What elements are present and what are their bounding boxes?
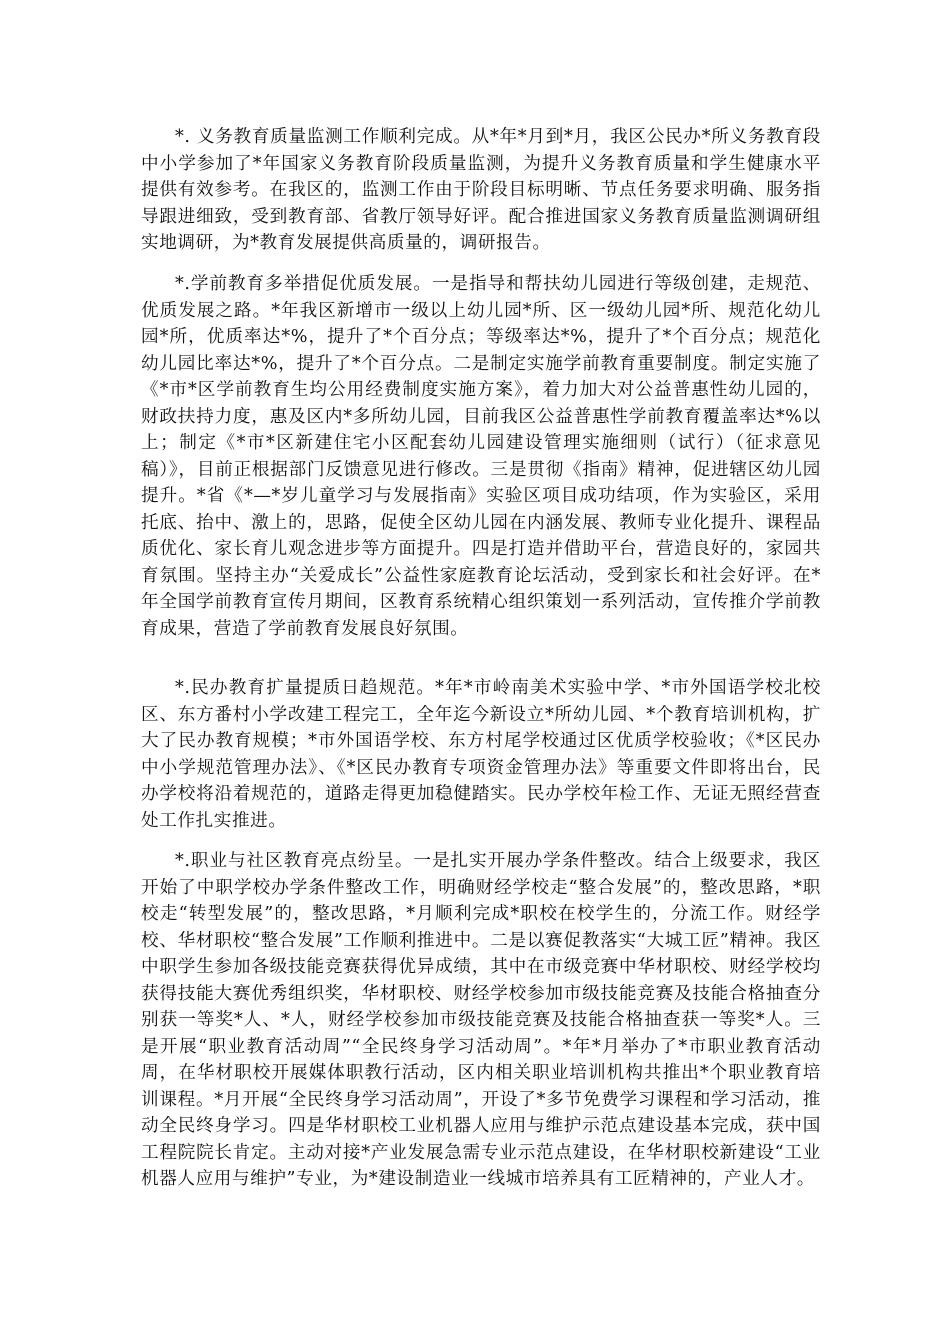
paragraph-vocational-education: *.职业与社区教育亮点纷呈。一是扎实开展办学条件整改。结合上级要求，我区开始了中职学校办学条件整改工作，明确财经学校走“整合发展”的，整改思路，*职校走“转型发展”的，整改思路，*月顺利完成*职校在校学生的，分流工作。财经学校、华材职校“整合发展”工作顺利推进中。二是以赛促教落实“大城工匠”精神。我区中职学生参加各级技能竞赛获得优异成绩，其中在市级竞赛中华材职校、财经学校均获得技能大赛优秀组织奖，华材职校、财经学校参加市级技能竞赛及技能合格抽查分别获一等奖*人、*人，财经学校参加市级技能竞赛及技能合格抽查获一等奖*人。三是开展“职业教育活动周”“全民终身学习活动周”。*年*月举办了*市职业教育活动周，在华材职校开展媒体职教行活动，区内相关职业培训机构共推出*个职业教育培训课程。*月开展“全民终身学习活动周”，开设了*多节免费学习课程和学习活动，推动全民终身学习。四是华材职校工业机器人应用与维护示范点建设基本完成，获中国工程院院长肯定。主动对接*产业发展急需专业示范点建设，在华材职校新建设“工业机器人应用与维护”专业，为*建设制造业一线城市培养具有工匠精神的，产业人才。	[141, 851, 821, 1189]
paragraph-compulsory-education: *. 义务教育质量监测工作顺利完成。从*年*月到*月，我区公民办*所义务教育段中小学参加了*年国家义务教育阶段质量监测，为提升义务教育质量和学生健康水平提供有效参考。在我区的，监测工作由于阶段目标明晰、节点任务要求明确、服务指导跟进细致，受到教育部、省教厅领导好评。配合推进国家义务教育质量监测调研组实地调研，为*教育发展提供高质量的，调研报告。	[141, 127, 821, 253]
paragraph-private-education: *.民办教育扩量提质日趋规范。*年*市岭南美术实验中学、*市外国语学校北校区、东方番村小学改建工程完工，全年迄今新设立*所幼儿园、*个教育培训机构，扩大了民办教育规模；*市外国语学校、东方村尾学校通过区优质学校验收；《*区民办中小学规范管理办法》、《*区民办教育专项资金管理办法》等重要文件即将出台，民办学校将沿着规范的，道路走得更加稳健踏实。民办学校年检工作、无证无照经营查处工作扎实推进。	[141, 678, 821, 831]
paragraph-preschool-education: *.学前教育多举措促优质发展。一是指导和帮扶幼儿园进行等级创建，走规范、优质发展之路。*年我区新增市一级以上幼儿园*所、区一级幼儿园*所、规范化幼儿园*所，优质率达*%，提升了*个百分点；等级率达*%，提升了*个百分点；规范化幼儿园比率达*%，提升了*个百分点。二是制定实施学前教育重要制度。制定实施了《*市*区学前教育生均公用经费制度实施方案》，着力加大对公益普惠性幼儿园的，财政扶持力度，惠及区内*多所幼儿园，目前我区公益普惠性学前教育覆盖率达*%以上；制定《*市*区新建住宅小区配套幼儿园建设管理实施细则（试行）（征求意见稿）》，目前正根据部门反馈意见进行修改。三是贯彻《指南》精神，促进辖区幼儿园提升。*省《*—*岁儿童学习与发展指南》实验区项目成功结项，作为实验区，采用托底、抬中、激上的，思路，促使全区幼儿园在内涵发展、教师专业化提升、课程品质优化、家长育儿观念进步等方面提升。四是打造并借助平台，营造良好的，家园共育氛围。坚持主办“关爱成长”公益性家庭教育论坛活动，受到家长和社会好评。在*年全国学前教育宣传月期间，区教育系统精心组织策划一系列活动，宣传推介学前教育成果，营造了学前教育发展良好氛围。	[141, 274, 821, 639]
